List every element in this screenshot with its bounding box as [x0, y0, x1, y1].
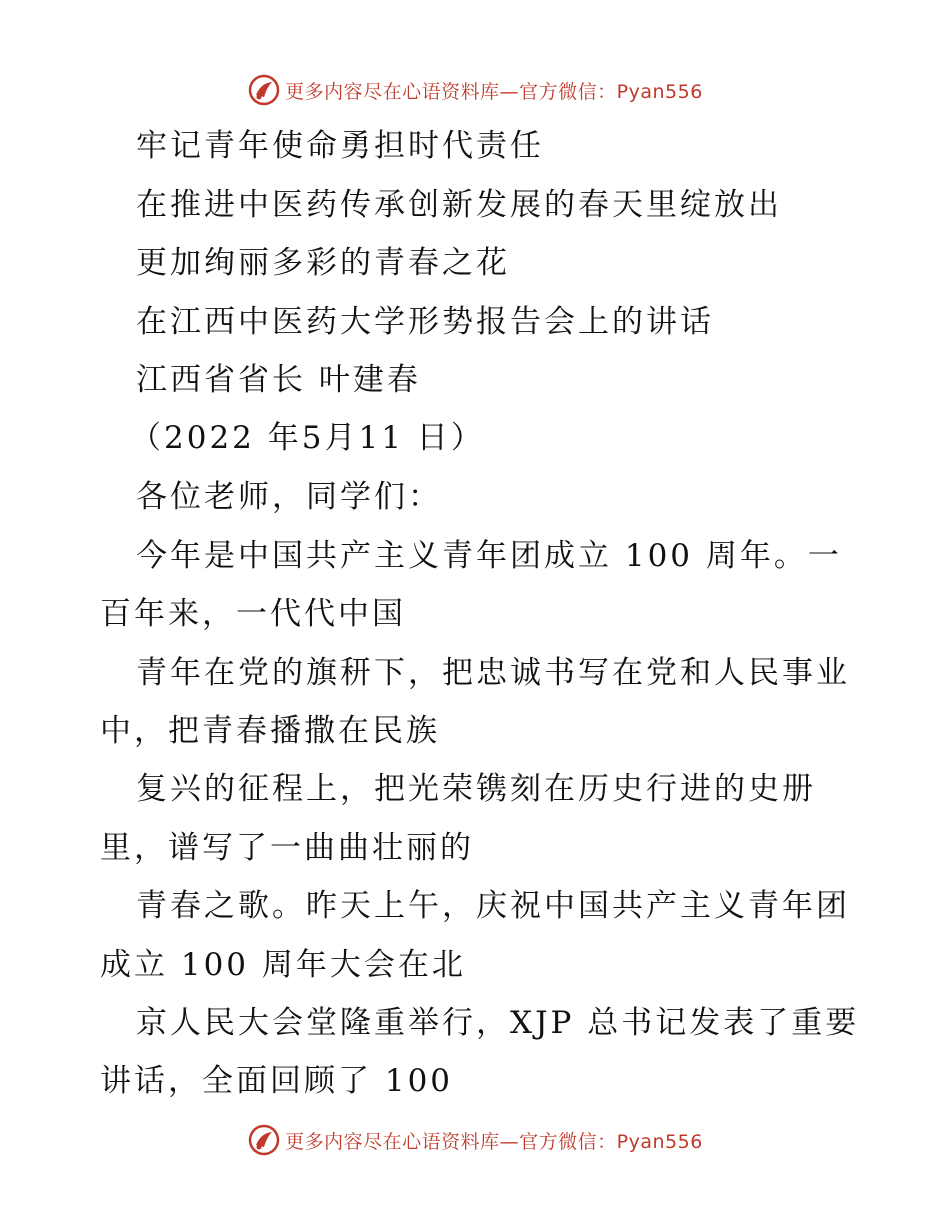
paragraph-line: 京人民大会堂隆重举行，XJP 总书记发表了重要	[136, 1005, 860, 1041]
paragraph-line: 中，把青春播撒在民族	[100, 713, 440, 749]
paragraph-line: 百年来，一代代中国	[100, 596, 406, 632]
author-line: 江西省省长 叶建春	[136, 362, 421, 398]
date-line: （2022 年5月11 日）	[130, 420, 485, 456]
paragraph-line: 成立 100 周年大会在北	[100, 947, 466, 983]
paragraph-line: 里，谱写了一曲曲壮丽的	[100, 830, 474, 866]
logo-icon	[247, 1123, 281, 1157]
title-line-1: 牢记青年使命勇担时代责任	[136, 128, 544, 164]
paragraph-line: 青年在党的旗䄯下，把忠诚书写在党和人民事业	[136, 655, 850, 691]
footer-watermark	[0, 1120, 950, 1160]
paragraph-line: 复兴的征程上，把光荣镌刻在历史行进的史册	[136, 771, 816, 807]
title-line-3: 更加绚丽多彩的青春之花	[136, 245, 510, 281]
paragraph-line: 今年是中国共产主义青年团成立 100 周年。一	[136, 538, 842, 574]
watermark-text: 更多内容尽在心语资料库—官方微信：Pyan556	[285, 80, 703, 103]
greeting-line: 各位老师，同学们：	[136, 479, 442, 515]
logo-icon	[247, 73, 281, 107]
paragraph-line: 讲话，全面回顾了 100	[100, 1063, 454, 1099]
watermark-text: 更多内容尽在心语资料库—官方微信：Pyan556	[285, 1130, 703, 1153]
subtitle-line: 在江西中医药大学形势报告会上的讲话	[136, 304, 714, 340]
paragraph-line: 青春之歌。昨天上午，庆祝中国共产主义青年团	[136, 888, 850, 924]
title-line-2: 在推进中医药传承创新发展的春天里绽放出	[136, 187, 782, 223]
header-watermark	[0, 70, 950, 110]
